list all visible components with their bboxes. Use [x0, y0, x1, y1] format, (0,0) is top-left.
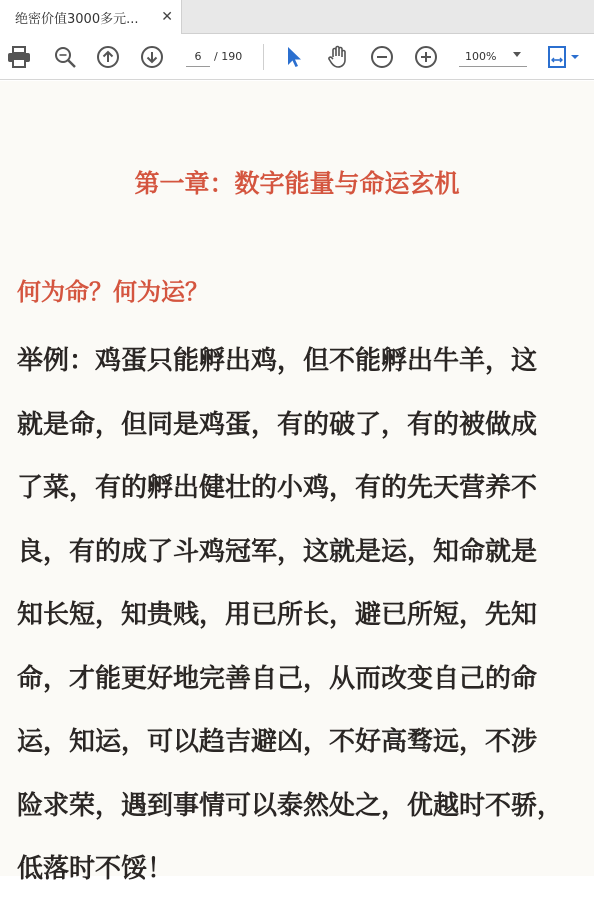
text-line: 举例：鸡蛋只能孵出鸡，但不能孵出牛羊，这	[17, 346, 538, 376]
zoom-out-icon[interactable]	[369, 44, 395, 70]
page-down-icon[interactable]	[139, 44, 165, 70]
zoom-select[interactable]	[459, 46, 527, 67]
text-line: 命，才能更好地完善自己，从而改变自己的命	[17, 663, 538, 694]
page-up-icon[interactable]	[95, 44, 121, 70]
zoom-search-icon[interactable]	[52, 44, 78, 70]
close-icon[interactable]: ✕	[161, 9, 173, 25]
text-line: 低落时不馁！	[17, 854, 174, 884]
page-number-input[interactable]	[186, 46, 210, 67]
zoom-in-icon[interactable]	[413, 44, 439, 70]
text-line: 运，知运，可以趋吉避凶，不好高骛远，不涉	[17, 727, 538, 757]
print-icon[interactable]	[6, 44, 32, 70]
text-line: 了菜，有的孵出健壮的小鸡，有的先天营养不	[17, 473, 538, 503]
toolbar	[0, 34, 594, 80]
chevron-down-icon	[513, 52, 521, 57]
body-paragraph	[17, 330, 573, 902]
select-cursor-icon[interactable]	[281, 44, 307, 70]
zoom-value: 100%	[465, 49, 497, 63]
fit-page-icon[interactable]	[546, 44, 582, 70]
chapter-title: 第一章：数字能量与命运玄机	[134, 169, 460, 198]
toolbar-divider	[263, 44, 264, 70]
hand-tool-icon[interactable]	[325, 44, 351, 70]
text-line: 险求荣，遇到事情可以泰然处之，优越时不骄，	[17, 790, 564, 821]
page-total: / 190	[214, 50, 243, 63]
document-page	[0, 81, 594, 884]
text-line: 良，有的成了斗鸡冠军，这就是运，知命就是	[17, 536, 538, 567]
text-line: 就是命，但同是鸡蛋，有的破了，有的被做成	[17, 409, 538, 440]
tab-bar	[0, 0, 594, 34]
text-line: 知长短，知贵贱，用已所长，避已所短，先知	[17, 600, 538, 630]
section-title: 何为命？何为运？	[17, 277, 209, 306]
document-tab[interactable]	[0, 0, 182, 34]
tab-title: 绝密价值3000多元...	[15, 11, 139, 27]
